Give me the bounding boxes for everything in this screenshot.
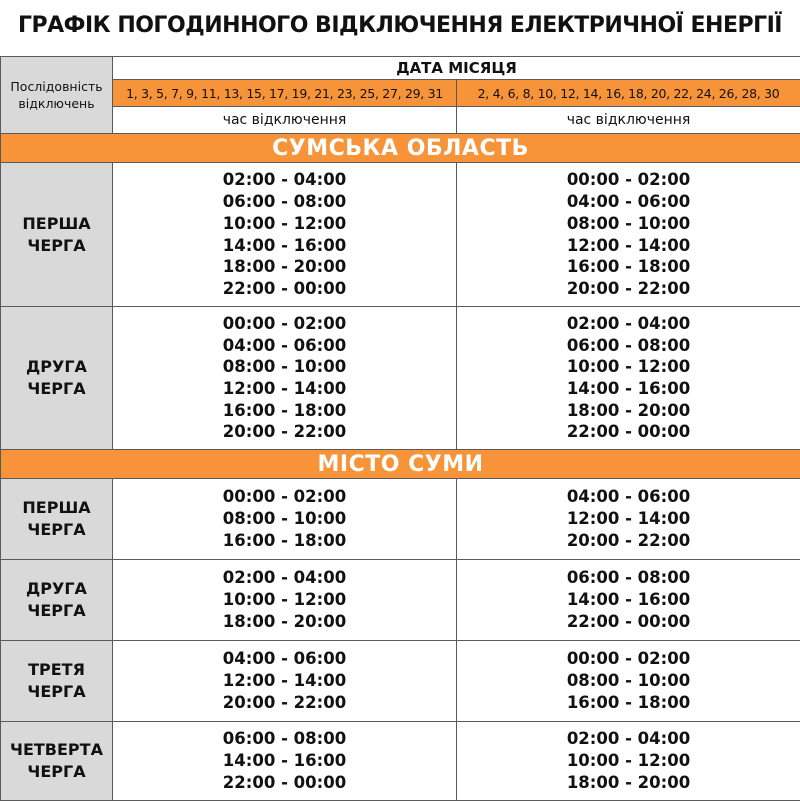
time-slot: 22:00 - 00:00 — [457, 611, 800, 633]
queue-label-line: ПЕРША — [22, 498, 90, 517]
time-slot: 04:00 - 06:00 — [113, 335, 456, 357]
queue-row — [1, 163, 800, 307]
time-slot: 18:00 - 20:00 — [113, 256, 456, 278]
queue-label — [1, 479, 113, 560]
time-slot: 06:00 - 08:00 — [113, 728, 456, 750]
queue-row — [1, 307, 800, 450]
queue-label-line: ЧЕРГА — [27, 682, 85, 701]
time-slot: 16:00 - 18:00 — [113, 530, 456, 552]
time-slot: 18:00 - 20:00 — [457, 772, 800, 794]
queue-label-line: ЧЕТВЕРТА — [10, 740, 103, 759]
time-slot: 10:00 - 12:00 — [113, 213, 456, 235]
queue-label-line: ДРУГА — [26, 357, 87, 376]
time-slot: 22:00 - 00:00 — [113, 278, 456, 300]
time-slot: 04:00 - 06:00 — [113, 648, 456, 670]
time-slot: 02:00 - 04:00 — [113, 169, 456, 191]
date-header: ДАТА МІСЯЦЯ — [113, 57, 800, 80]
queue-label — [1, 307, 113, 450]
queue-label-line: ДРУГА — [26, 579, 87, 598]
time-slot: 10:00 - 12:00 — [457, 356, 800, 378]
time-slot: 20:00 - 22:00 — [113, 692, 456, 714]
time-label-even: час відключення — [457, 107, 800, 134]
time-slot: 20:00 - 22:00 — [113, 421, 456, 443]
time-slot: 10:00 - 12:00 — [113, 589, 456, 611]
queue-label-line: ЧЕРГА — [27, 379, 85, 398]
time-slot: 08:00 - 10:00 — [457, 213, 800, 235]
time-slot: 02:00 - 04:00 — [113, 567, 456, 589]
time-slot: 14:00 - 16:00 — [457, 378, 800, 400]
queue-label — [1, 560, 113, 641]
header-row — [1, 57, 800, 80]
time-slot: 18:00 - 20:00 — [457, 400, 800, 422]
even-slots — [457, 163, 800, 307]
odd-slots — [113, 722, 457, 801]
time-slot: 12:00 - 14:00 — [113, 378, 456, 400]
even-slots — [457, 479, 800, 560]
queue-label-line: ТРЕТЯ — [28, 660, 85, 679]
time-slot: 04:00 - 06:00 — [457, 191, 800, 213]
time-slot: 02:00 - 04:00 — [457, 728, 800, 750]
odd-slots — [113, 560, 457, 641]
queue-label — [1, 641, 113, 722]
time-slot: 16:00 - 18:00 — [113, 400, 456, 422]
odd-slots — [113, 641, 457, 722]
time-slot: 20:00 - 22:00 — [457, 278, 800, 300]
time-slot: 06:00 - 08:00 — [457, 335, 800, 357]
even-slots — [457, 641, 800, 722]
time-slot: 14:00 - 16:00 — [113, 235, 456, 257]
time-slot: 08:00 - 10:00 — [113, 508, 456, 530]
odd-dates: 1, 3, 5, 7, 9, 11, 13, 15, 17, 19, 21, 23, 25, 27, 29, 31 — [113, 80, 457, 107]
even-slots — [457, 307, 800, 450]
odd-slots — [113, 163, 457, 307]
time-slot: 14:00 - 16:00 — [457, 589, 800, 611]
time-slot: 18:00 - 20:00 — [113, 611, 456, 633]
time-slot: 08:00 - 10:00 — [113, 356, 456, 378]
region-title: МІСТО СУМИ — [1, 450, 800, 479]
queue-label — [1, 163, 113, 307]
dates-row — [1, 80, 800, 107]
time-slot: 08:00 - 10:00 — [457, 670, 800, 692]
even-dates: 2, 4, 6, 8, 10, 12, 14, 16, 18, 20, 22, 24, 26, 28, 30 — [457, 80, 800, 107]
outage-schedule-table — [0, 56, 800, 801]
queue-row — [1, 722, 800, 801]
time-slot: 12:00 - 14:00 — [457, 235, 800, 257]
region-title: СУМСЬКА ОБЛАСТЬ — [1, 134, 800, 163]
even-slots — [457, 560, 800, 641]
time-label-row — [1, 107, 800, 134]
region-row — [1, 134, 800, 163]
time-slot: 22:00 - 00:00 — [457, 421, 800, 443]
time-slot: 06:00 - 08:00 — [457, 567, 800, 589]
page-title: ГРАФІК ПОГОДИННОГО ВІДКЛЮЧЕННЯ ЕЛЕКТРИЧНОЇ ЕНЕРГІЇ — [0, 12, 800, 40]
time-slot: 00:00 - 02:00 — [113, 486, 456, 508]
queue-row — [1, 641, 800, 722]
time-slot: 00:00 - 02:00 — [457, 648, 800, 670]
time-slot: 22:00 - 00:00 — [113, 772, 456, 794]
time-slot: 06:00 - 08:00 — [113, 191, 456, 213]
even-slots — [457, 722, 800, 801]
odd-slots — [113, 479, 457, 560]
queue-row — [1, 560, 800, 641]
queue-label-line: ЧЕРГА — [27, 601, 85, 620]
queue-row — [1, 479, 800, 560]
time-slot: 00:00 - 02:00 — [113, 313, 456, 335]
queue-label — [1, 722, 113, 801]
time-slot: 02:00 - 04:00 — [457, 313, 800, 335]
time-label-odd: час відключення — [113, 107, 457, 134]
time-slot: 04:00 - 06:00 — [457, 486, 800, 508]
time-slot: 16:00 - 18:00 — [457, 692, 800, 714]
odd-slots — [113, 307, 457, 450]
queue-label-line: ЧЕРГА — [27, 520, 85, 539]
region-row — [1, 450, 800, 479]
sequence-header: Послідовність відключень — [1, 57, 113, 134]
queue-label-line: ЧЕРГА — [27, 236, 85, 255]
queue-label-line: ПЕРША — [22, 214, 90, 233]
time-slot: 14:00 - 16:00 — [113, 750, 456, 772]
time-slot: 00:00 - 02:00 — [457, 169, 800, 191]
time-slot: 12:00 - 14:00 — [457, 508, 800, 530]
queue-label-line: ЧЕРГА — [27, 762, 85, 781]
time-slot: 20:00 - 22:00 — [457, 530, 800, 552]
time-slot: 16:00 - 18:00 — [457, 256, 800, 278]
time-slot: 10:00 - 12:00 — [457, 750, 800, 772]
time-slot: 12:00 - 14:00 — [113, 670, 456, 692]
